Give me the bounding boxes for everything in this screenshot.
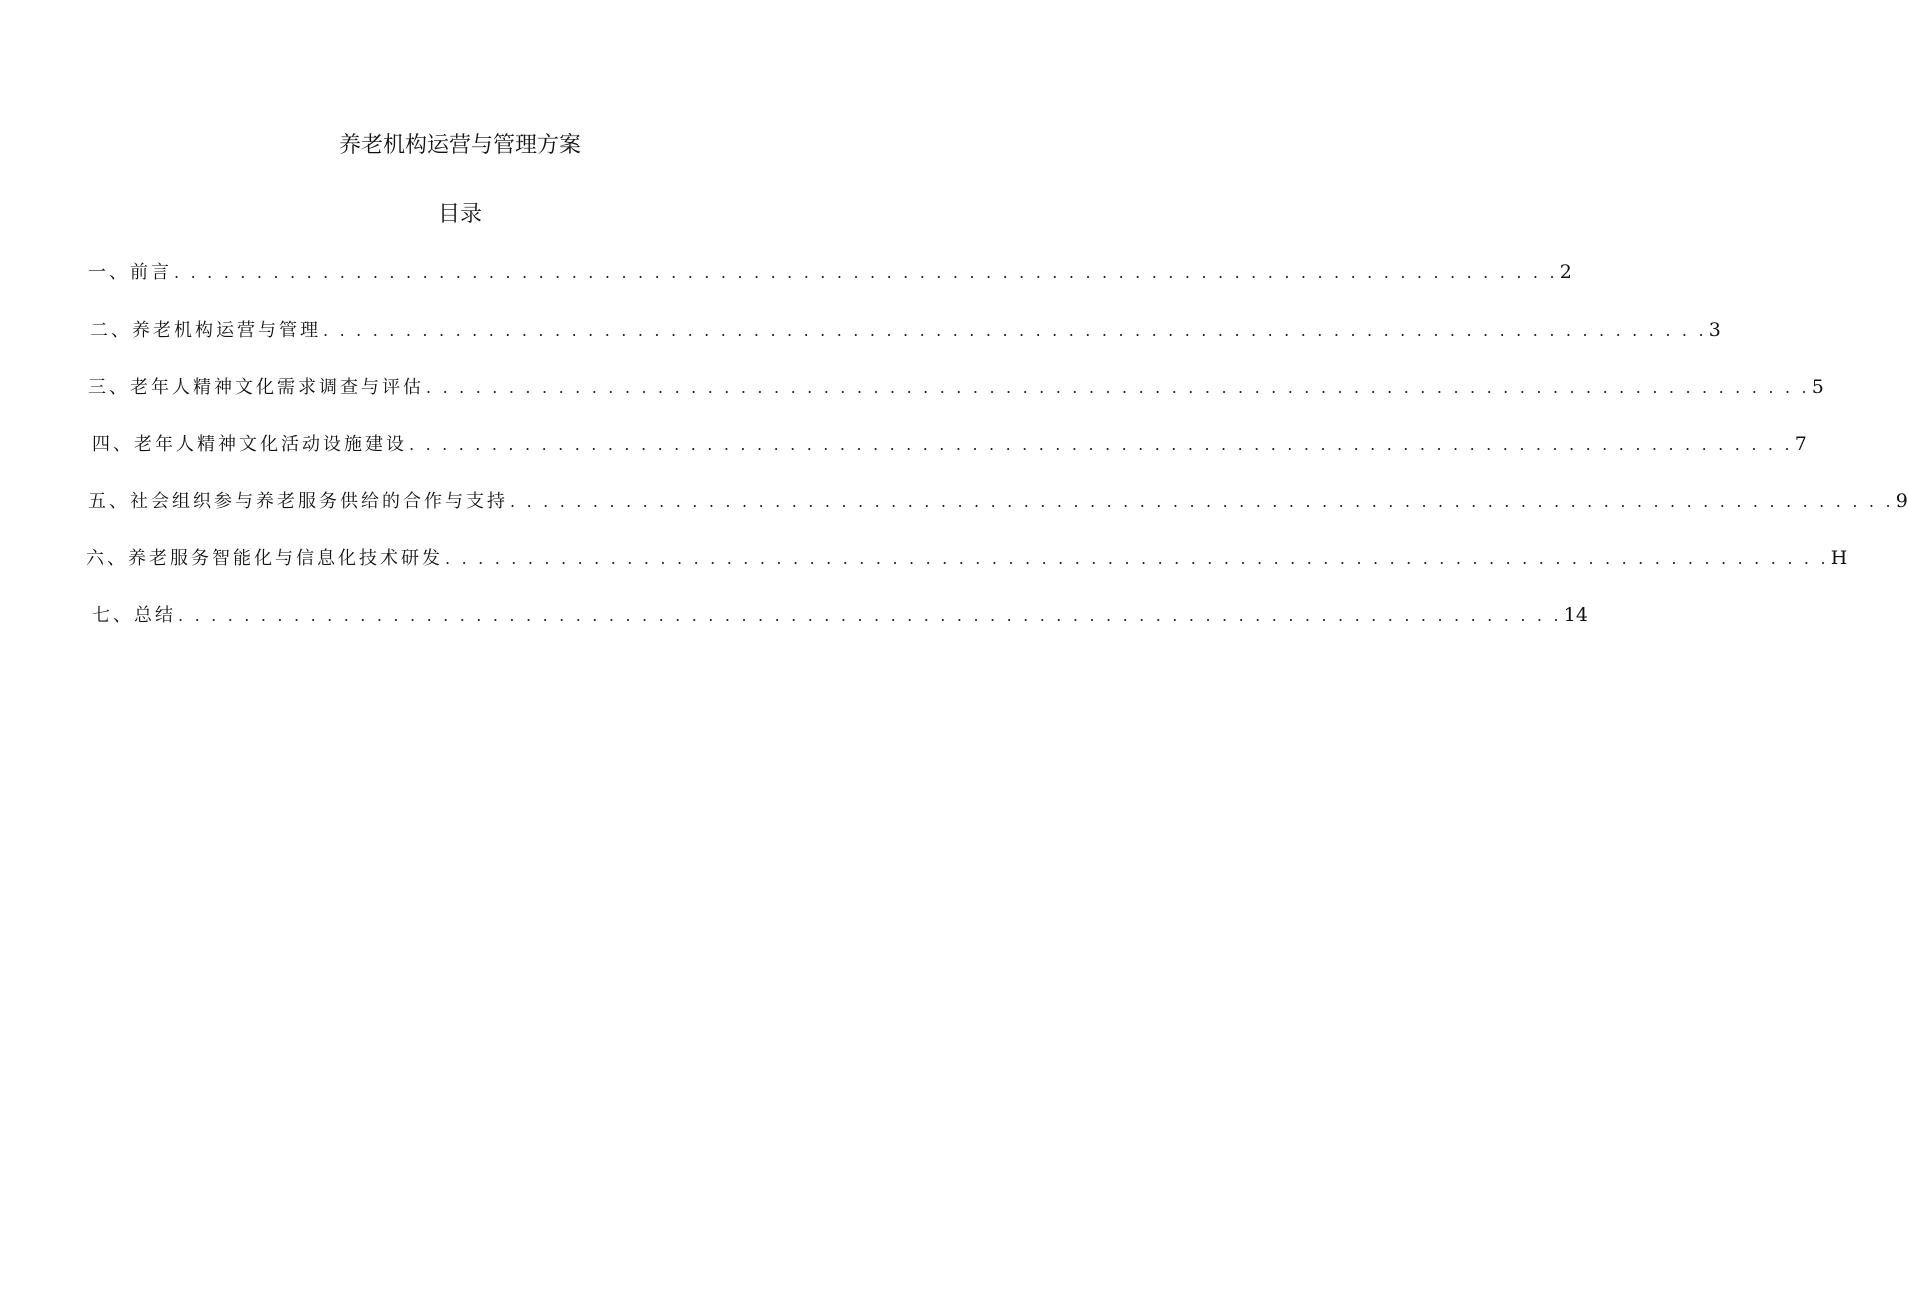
toc-entry-number: 二、 bbox=[90, 320, 132, 341]
toc-heading: 目录 bbox=[437, 202, 482, 227]
toc-leader-dots: . . . . . . . . . . . . . . . . . . . . . . . . . . . . . . . . . . . . . . . . . . . . . . . . . . . . . . . . . . . . . . . . . . . . . . . . . . . . . . . . . . . . bbox=[445, 549, 1829, 568]
toc-entry-page: 2 bbox=[1559, 261, 1572, 283]
toc-leader-dots: . . . . . . . . . . . . . . . . . . . . . . . . . . . . . . . . . . . . . . . . . . . . . . . . . . . . . . . . . . . . . . . . . . . . . . . . . . . . . . . . . . . . bbox=[409, 435, 1793, 454]
toc-entry-number: 六、 bbox=[86, 548, 128, 569]
toc-leader-dots: . . . . . . . . . . . . . . . . . . . . . . . . . . . . . . . . . . . . . . . . . . . . . . . . . . . . . . . . . . . . . . . . . . . . . . . . . . . . . . . . . . . . bbox=[174, 263, 1558, 282]
toc-entry-page: H bbox=[1830, 547, 1848, 569]
toc-entry-number: 一、 bbox=[88, 262, 130, 283]
toc-leader-dots: . . . . . . . . . . . . . . . . . . . . . . . . . . . . . . . . . . . . . . . . . . . . . . . . . . . . . . . . . . . . . . . . . . . . . . . . . . . . . . . . . . . . bbox=[426, 378, 1810, 397]
toc-entry-label: 前言 bbox=[130, 262, 172, 283]
toc-entry-label: 老年人精神文化需求调查与评估 bbox=[130, 377, 424, 398]
toc-entry-page: 5 bbox=[1811, 376, 1824, 398]
toc-entry-page: 9 bbox=[1895, 490, 1908, 512]
toc-entry[interactable] bbox=[86, 544, 1848, 572]
toc-entry-page: 3 bbox=[1708, 319, 1721, 341]
toc-entry[interactable] bbox=[88, 258, 1572, 286]
toc-entry-number: 七、 bbox=[92, 605, 134, 626]
toc-leader-dots: . . . . . . . . . . . . . . . . . . . . . . . . . . . . . . . . . . . . . . . . . . . . . . . . . . . . . . . . . . . . . . . . . . . . . . . . . . . . . . . . . . . . bbox=[323, 321, 1707, 340]
toc-entry-label: 养老机构运营与管理 bbox=[132, 320, 321, 341]
toc-entry[interactable] bbox=[90, 316, 1721, 344]
toc-entry-label: 总结 bbox=[134, 605, 176, 626]
toc-leader-dots: . . . . . . . . . . . . . . . . . . . . . . . . . . . . . . . . . . . . . . . . . . . . . . . . . . . . . . . . . . . . . . . . . . . . . . . . . . . . . . . . . . . . bbox=[178, 606, 1562, 625]
toc-entry-page: 7 bbox=[1794, 433, 1807, 455]
toc-entry-number: 四、 bbox=[92, 434, 134, 455]
toc-entry[interactable] bbox=[92, 430, 1807, 458]
toc-entry[interactable] bbox=[88, 373, 1824, 401]
toc-entry-label: 老年人精神文化活动设施建设 bbox=[134, 434, 407, 455]
toc-entry-page: 14 bbox=[1563, 604, 1588, 626]
toc-entry[interactable] bbox=[88, 487, 1908, 515]
document-title: 养老机构运营与管理方案 bbox=[338, 133, 581, 158]
toc-entry-number: 五、 bbox=[88, 491, 130, 512]
toc-entry[interactable] bbox=[92, 601, 1588, 629]
toc-entry-number: 三、 bbox=[88, 377, 130, 398]
toc-entry-label: 养老服务智能化与信息化技术研发 bbox=[128, 548, 443, 569]
toc-leader-dots: . . . . . . . . . . . . . . . . . . . . . . . . . . . . . . . . . . . . . . . . . . . . . . . . . . . . . . . . . . . . . . . . . . . . . . . . . . . . . . . . . . . . bbox=[510, 492, 1894, 511]
toc-entry-label: 社会组织参与养老服务供给的合作与支持 bbox=[130, 491, 508, 512]
